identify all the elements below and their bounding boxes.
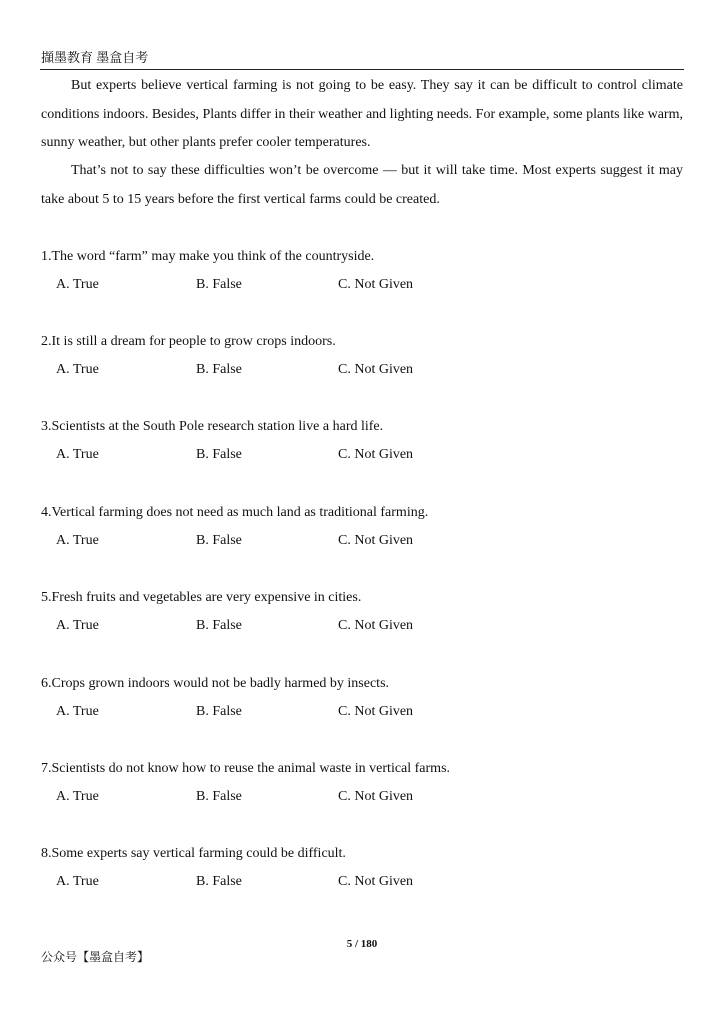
question-5 <box>41 588 683 636</box>
option-a[interactable]: A. True <box>56 874 99 889</box>
question-6 <box>41 674 683 722</box>
question-text: 8.Some experts say vertical farming could be difficult. <box>41 846 346 861</box>
question-text: 5.Fresh fruits and vegetables are very expensive in cities. <box>41 590 362 605</box>
option-a[interactable]: A. True <box>56 447 99 462</box>
option-c[interactable]: C. Not Given <box>338 874 414 889</box>
passage-paragraph-2: That’s not to say these difficulties won’t be overcome — but it will take time. Most experts suggest it may take about 5 to 15 years before the first vertical farms could be created. <box>41 163 683 207</box>
page-number: 5 / 180 <box>346 938 378 950</box>
option-c[interactable]: C. Not Given <box>338 789 414 804</box>
option-a[interactable]: A. True <box>56 704 99 719</box>
answer-options <box>41 445 683 465</box>
answer-options <box>41 360 683 380</box>
question-4 <box>41 503 683 551</box>
option-b[interactable]: B. False <box>196 533 242 548</box>
question-2 <box>41 332 683 380</box>
passage-paragraph-1: But experts believe vertical farming is not going to be easy. They say it can be difficult to control climate conditions indoors. Besides, Plants differ in their weather and lighting needs. For example, some plants like warm, sunny weather, but other plants prefer cooler temperatures. <box>41 78 683 150</box>
question-3 <box>41 417 683 465</box>
option-b[interactable]: B. False <box>196 704 242 719</box>
option-b[interactable]: B. False <box>196 789 242 804</box>
question-1 <box>41 247 683 295</box>
option-c[interactable]: C. Not Given <box>338 447 414 462</box>
question-text: 3.Scientists at the South Pole research station live a hard life. <box>41 419 384 434</box>
question-text: 2.It is still a dream for people to grow crops indoors. <box>41 334 336 349</box>
answer-options <box>41 531 683 551</box>
option-b[interactable]: B. False <box>196 874 242 889</box>
option-c[interactable]: C. Not Given <box>338 362 414 377</box>
option-b[interactable]: B. False <box>196 618 242 633</box>
answer-options <box>41 275 683 295</box>
footer-account: 公众号【墨盒自考】 <box>41 950 150 964</box>
question-text: 7.Scientists do not know how to reuse the animal waste in vertical farms. <box>41 761 451 776</box>
option-c[interactable]: C. Not Given <box>338 704 414 719</box>
option-a[interactable]: A. True <box>56 533 99 548</box>
option-c[interactable]: C. Not Given <box>338 618 414 633</box>
option-a[interactable]: A. True <box>56 789 99 804</box>
option-c[interactable]: C. Not Given <box>338 277 414 292</box>
answer-options <box>41 616 683 636</box>
question-text: 4.Vertical farming does not need as much land as traditional farming. <box>41 505 429 520</box>
question-8 <box>41 844 683 892</box>
answer-options <box>41 787 683 807</box>
header-divider <box>40 69 684 70</box>
option-c[interactable]: C. Not Given <box>338 533 414 548</box>
question-text: 6.Crops grown indoors would not be badly harmed by insects. <box>41 676 390 691</box>
option-b[interactable]: B. False <box>196 277 242 292</box>
answer-options <box>41 702 683 722</box>
option-a[interactable]: A. True <box>56 362 99 377</box>
option-b[interactable]: B. False <box>196 362 242 377</box>
question-text: 1.The word “farm” may make you think of the countryside. <box>41 249 375 264</box>
answer-options <box>41 872 683 892</box>
option-b[interactable]: B. False <box>196 447 242 462</box>
page-header: 擷墨教育 墨盒自考 <box>41 50 149 65</box>
option-a[interactable]: A. True <box>56 277 99 292</box>
question-7 <box>41 759 683 807</box>
option-a[interactable]: A. True <box>56 618 99 633</box>
